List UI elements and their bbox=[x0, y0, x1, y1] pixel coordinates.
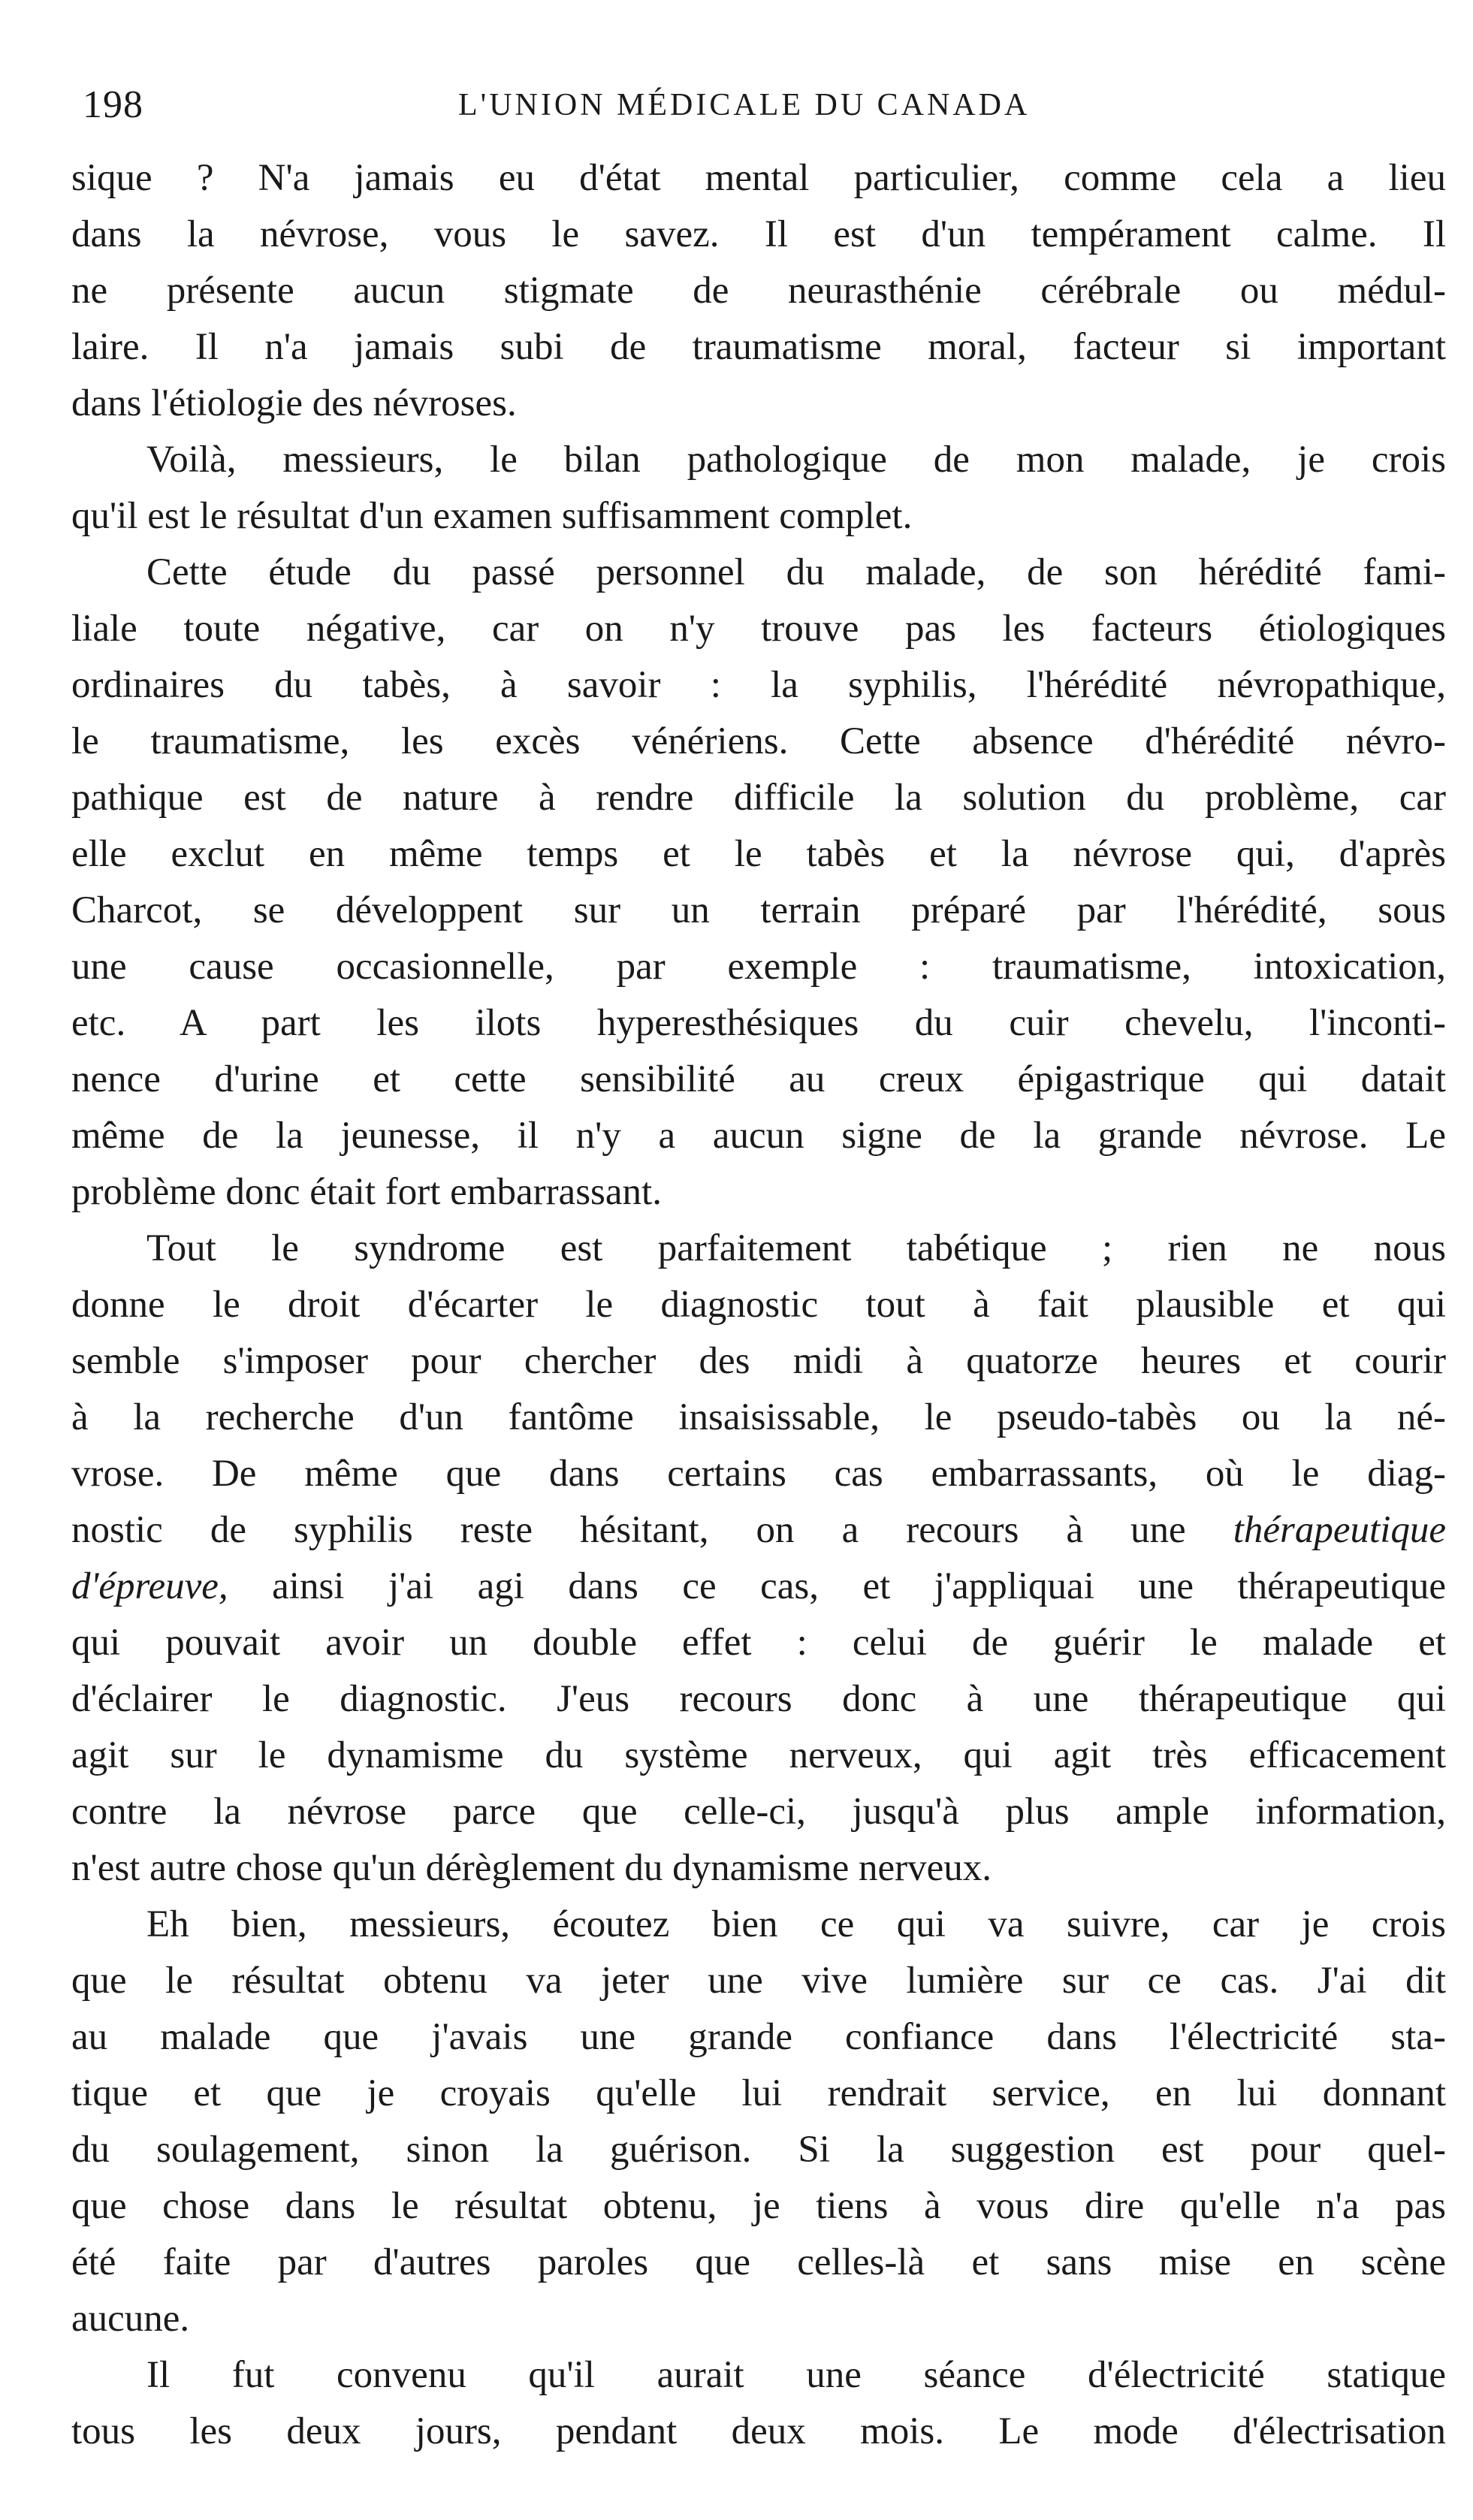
text-line: tique et que je croyais qu'elle lui rendrait service, en lui donnant bbox=[71, 2072, 1446, 2114]
text-line: n'est autre chose qu'un dérèglement du dynamisme nerveux. bbox=[71, 1847, 992, 1889]
text-line: nence d'urine et cette sensibilité au creux épigastrique qui datait bbox=[71, 1058, 1446, 1100]
text-segment: ainsi j'ai agi dans ce cas, et j'appliquai une thérapeutique bbox=[272, 1565, 1446, 1607]
text-line: etc. A part les ilots hyperesthésiques du cuir chevelu, l'inconti- bbox=[71, 1002, 1446, 1044]
text-line: qui pouvait avoir un double effet : celui de guérir le malade et bbox=[71, 1622, 1446, 1664]
text-line: Il fut convenu qu'il aurait une séance d'électricité statique bbox=[146, 2354, 1446, 2396]
text-line: d'éclairer le diagnostic. J'eus recours donc à une thérapeutique qui bbox=[71, 1678, 1446, 1720]
text-line: qu'il est le résultat d'un examen suffisamment complet. bbox=[71, 495, 913, 537]
text-line: vrose. De même que dans certains cas embarrassants, où le diag- bbox=[71, 1453, 1446, 1495]
text-line bbox=[71, 1559, 1446, 1615]
text-line: elle exclut en même temps et le tabès et la névrose qui, d'après bbox=[71, 833, 1446, 875]
paragraph bbox=[71, 2347, 1446, 2460]
text-line: du soulagement, sinon la guérison. Si la suggestion est pour quel- bbox=[71, 2129, 1446, 2171]
text-line: au malade que j'avais une grande confiance dans l'électricité sta- bbox=[71, 2016, 1446, 2058]
text-line: été faite par d'autres paroles que celles-là et sans mise en scène bbox=[71, 2241, 1446, 2283]
paragraph bbox=[71, 1897, 1446, 2347]
text-line: Cette étude du passé personnel du malade, de son hérédité fami- bbox=[146, 551, 1446, 593]
text-segment: nostic de syphilis reste hésitant, on a recours à une bbox=[71, 1509, 1186, 1551]
text-line: donne le droit d'écarter le diagnostic tout à fait plausible et qui bbox=[71, 1284, 1446, 1326]
text-line: une cause occasionnelle, par exemple : traumatisme, intoxication, bbox=[71, 946, 1446, 988]
paragraph bbox=[71, 1221, 1446, 1897]
text-line: problème donc était fort embarrassant. bbox=[71, 1171, 662, 1213]
text-line: dans l'étiologie des névroses. bbox=[71, 382, 517, 424]
text-line: Eh bien, messieurs, écoutez bien ce qui va suivre, car je crois bbox=[146, 1903, 1446, 1945]
text-line: même de la jeunesse, il n'y a aucun signe de la grande névrose. Le bbox=[71, 1115, 1446, 1157]
italic-term: thérapeutique bbox=[1233, 1509, 1446, 1551]
text-line: le traumatisme, les excès vénériens. Cette absence d'hérédité névro- bbox=[71, 720, 1446, 762]
text-line: Tout le syndrome est parfaitement tabétique ; rien ne nous bbox=[146, 1227, 1446, 1269]
text-line: Voilà, messieurs, le bilan pathologique de mon malade, je crois bbox=[146, 439, 1446, 481]
text-line: dans la névrose, vous le savez. Il est d'un tempérament calme. Il bbox=[71, 213, 1446, 255]
text-line: que chose dans le résultat obtenu, je tiens à vous dire qu'elle n'a pas bbox=[71, 2185, 1446, 2227]
journal-title: L'UNION MÉDICALE DU CANADA bbox=[458, 88, 1031, 122]
text-line: à la recherche d'un fantôme insaisissable, le pseudo-tabès ou la né- bbox=[71, 1396, 1446, 1438]
text-line bbox=[71, 1502, 1446, 1559]
paragraph bbox=[71, 545, 1446, 1221]
text-line: ordinaires du tabès, à savoir : la syphilis, l'hérédité névropathique, bbox=[71, 664, 1446, 706]
text-line: agit sur le dynamisme du système nerveux, qui agit très efficacement bbox=[71, 1734, 1446, 1776]
text-line: contre la névrose parce que celle-ci, jusqu'à plus ample information, bbox=[71, 1791, 1446, 1833]
text-line: tous les deux jours, pendant deux mois. Le mode d'électrisation bbox=[71, 2410, 1446, 2452]
text-line: aucune. bbox=[71, 2298, 190, 2340]
body-text bbox=[71, 150, 1446, 2460]
text-line: laire. Il n'a jamais subi de traumatisme moral, facteur si important bbox=[71, 326, 1446, 368]
text-line: que le résultat obtenu va jeter une vive lumière sur ce cas. J'ai dit bbox=[71, 1960, 1446, 2002]
text-line: sique ? N'a jamais eu d'état mental particulier, comme cela a lieu bbox=[71, 157, 1446, 199]
running-head bbox=[83, 75, 1119, 135]
text-line: ne présente aucun stigmate de neurasthénie cérébrale ou médul- bbox=[71, 270, 1446, 312]
page-number: 198 bbox=[83, 83, 143, 126]
paragraph-continued bbox=[71, 150, 1446, 432]
italic-term: d'épreuve, bbox=[71, 1565, 228, 1607]
text-line: liale toute négative, car on n'y trouve pas les facteurs étiologiques bbox=[71, 608, 1446, 650]
text-line: semble s'imposer pour chercher des midi à quatorze heures et courir bbox=[71, 1340, 1446, 1382]
paragraph bbox=[71, 432, 1446, 545]
text-line: Charcot, se développent sur un terrain préparé par l'hérédité, sous bbox=[71, 889, 1446, 931]
text-line: pathique est de nature à rendre difficile la solution du problème, car bbox=[71, 777, 1446, 819]
